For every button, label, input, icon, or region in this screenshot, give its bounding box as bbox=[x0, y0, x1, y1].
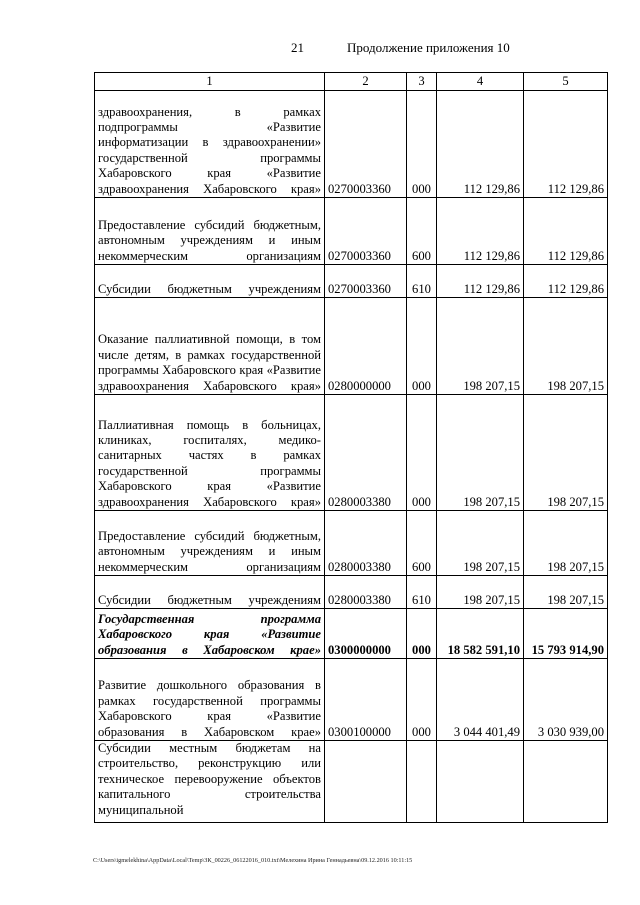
row-name: Субсидии бюджетным учреждениям bbox=[95, 576, 325, 609]
row-expense-type: 600 bbox=[407, 511, 437, 576]
row-sum-1: 198 207,15 bbox=[437, 395, 524, 511]
table-row bbox=[95, 659, 608, 741]
row-expense-type: 000 bbox=[407, 91, 437, 198]
row-expense-type: 000 bbox=[407, 395, 437, 511]
row-sum-2: 198 207,15 bbox=[524, 395, 608, 511]
column-header: 2 bbox=[325, 73, 407, 91]
page-header bbox=[0, 40, 640, 56]
row-code: 0280003380 bbox=[325, 511, 407, 576]
row-sum-1: 198 207,15 bbox=[437, 576, 524, 609]
row-expense-type: 000 bbox=[407, 298, 437, 395]
row-name: Развитие дошкольного образования в рамках государственной программы Хабаровского края «Развитие образования в Хабаровском крае» bbox=[95, 659, 325, 741]
row-sum-2: 112 129,86 bbox=[524, 198, 608, 265]
table-row bbox=[95, 265, 608, 298]
row-code: 0270003360 bbox=[325, 198, 407, 265]
row-sum-2: 15 793 914,90 bbox=[524, 609, 608, 659]
row-code: 0280000000 bbox=[325, 298, 407, 395]
row-sum-1: 18 582 591,10 bbox=[437, 609, 524, 659]
appendix-continuation: Продолжение приложения 10 bbox=[347, 40, 510, 55]
table-row bbox=[95, 511, 608, 576]
row-sum-1: 112 129,86 bbox=[437, 198, 524, 265]
row-code: 0300000000 bbox=[325, 609, 407, 659]
row-sum-1: 198 207,15 bbox=[437, 511, 524, 576]
row-sum-1: 112 129,86 bbox=[437, 265, 524, 298]
row-code bbox=[325, 741, 407, 823]
column-header: 3 bbox=[407, 73, 437, 91]
row-sum-1: 3 044 401,49 bbox=[437, 659, 524, 741]
file-path-footer: C:\Users\igmelekhina\AppData\Local\Temp\ЗК_00226_06122016_010.txt\Мелехина Ирина Геннадьевна\09.12.2016 10:11:15 bbox=[93, 857, 413, 864]
row-code: 0270003360 bbox=[325, 91, 407, 198]
budget-table bbox=[94, 72, 608, 823]
column-header: 4 bbox=[437, 73, 524, 91]
row-code: 0280003380 bbox=[325, 395, 407, 511]
row-sum-1: 112 129,86 bbox=[437, 91, 524, 198]
row-sum-1 bbox=[437, 741, 524, 823]
table-row bbox=[95, 298, 608, 395]
table-row bbox=[95, 198, 608, 265]
table-row-program bbox=[95, 609, 608, 659]
row-code: 0280003380 bbox=[325, 576, 407, 609]
table-row bbox=[95, 741, 608, 823]
row-name: Оказание паллиативной помощи, в том числе детям, в рамках государственной программы Хабаровского края «Развитие здравоохранения Хабаровского края» bbox=[95, 298, 325, 395]
table-row bbox=[95, 395, 608, 511]
row-sum-2: 198 207,15 bbox=[524, 298, 608, 395]
row-sum-2 bbox=[524, 741, 608, 823]
row-name: Паллиативная помощь в больницах, клиниках, госпиталях, медико-санитарных частях в рамках государственной программы Хабаровского края «Развитие здравоохранения Хабаровского края» bbox=[95, 395, 325, 511]
row-name: Государственная программа Хабаровского края «Развитие образования в Хабаровском крае» bbox=[95, 609, 325, 659]
row-sum-2: 198 207,15 bbox=[524, 511, 608, 576]
table-row bbox=[95, 576, 608, 609]
row-sum-2: 198 207,15 bbox=[524, 576, 608, 609]
page-number: 21 bbox=[291, 40, 304, 55]
row-sum-2: 3 030 939,00 bbox=[524, 659, 608, 741]
row-sum-2: 112 129,86 bbox=[524, 91, 608, 198]
row-name: Предоставление субсидий бюджетным, автономным учреждениям и иным некоммерческим организациям bbox=[95, 198, 325, 265]
table-row bbox=[95, 91, 608, 198]
row-expense-type: 610 bbox=[407, 576, 437, 609]
row-name: Субсидии местным бюджетам на строительство, реконструкцию или техническое перевооружение объектов капитального строительства муниципальной bbox=[95, 741, 325, 823]
row-expense-type: 600 bbox=[407, 198, 437, 265]
row-sum-2: 112 129,86 bbox=[524, 265, 608, 298]
row-sum-1: 198 207,15 bbox=[437, 298, 524, 395]
row-expense-type: 000 bbox=[407, 659, 437, 741]
column-header: 1 bbox=[95, 73, 325, 91]
table-header-row bbox=[95, 73, 608, 91]
row-expense-type bbox=[407, 741, 437, 823]
row-expense-type: 610 bbox=[407, 265, 437, 298]
row-expense-type: 000 bbox=[407, 609, 437, 659]
column-header: 5 bbox=[524, 73, 608, 91]
row-code: 0270003360 bbox=[325, 265, 407, 298]
row-name: Субсидии бюджетным учреждениям bbox=[95, 265, 325, 298]
row-name: Предоставление субсидий бюджетным, автономным учреждениям и иным некоммерческим организациям bbox=[95, 511, 325, 576]
row-name: здравоохранения, в рамках подпрограммы «Развитие информатизации в здравоохранении» государственной программы Хабаровского края «Развитие здравоохранения Хабаровского края» bbox=[95, 91, 325, 198]
row-code: 0300100000 bbox=[325, 659, 407, 741]
